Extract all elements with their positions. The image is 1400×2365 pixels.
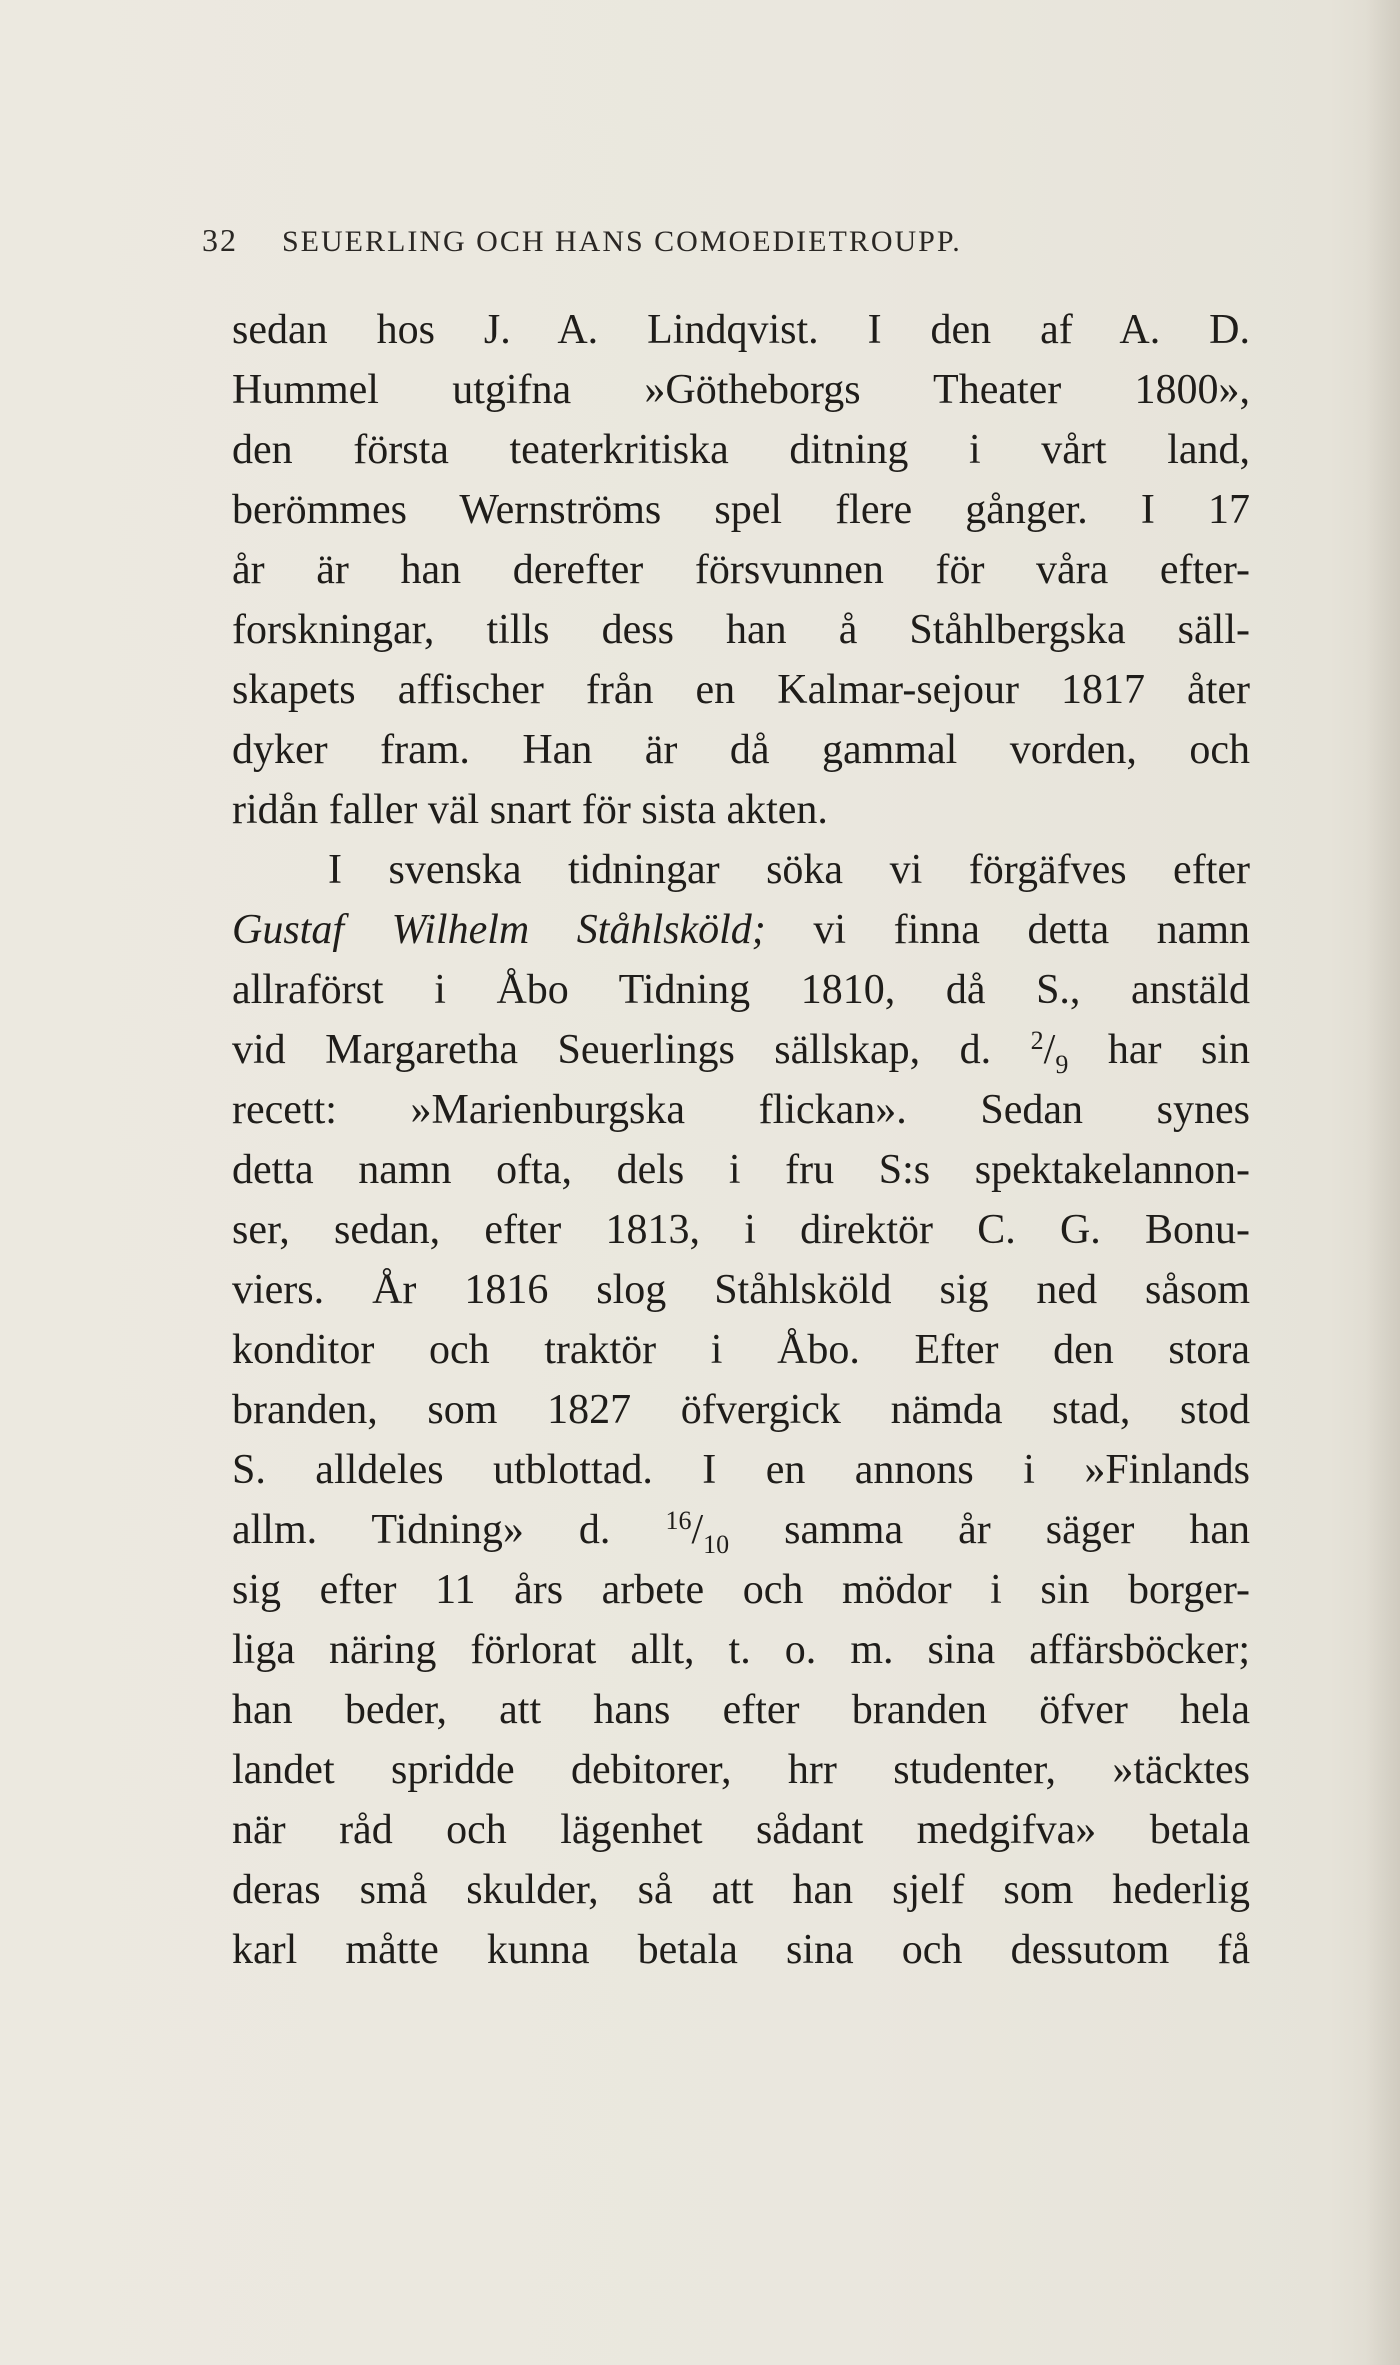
text-line: forskningar, tills dess han å Ståhlbergska säll-: [232, 607, 1250, 653]
fraction-numerator: 2: [1030, 1026, 1044, 1055]
text-line: dyker fram. Han är då gammal vorden, och: [232, 727, 1250, 773]
text-segment: allm. Tidning» d.: [232, 1507, 666, 1553]
body-text: [232, 300, 1250, 1980]
text-line: detta namn ofta, dels i fru S:s spektakelannon-: [232, 1147, 1250, 1193]
text-line: år är han derefter försvunnen för våra efter-: [232, 547, 1250, 593]
text-line: karl måtte kunna betala sina och dessutom få: [232, 1927, 1250, 1973]
text-line: den första teaterkritiska ditning i vårt land,: [232, 427, 1250, 473]
text-segment: vid Margaretha Seuerlings sällskap, d.: [232, 1027, 1031, 1073]
fraction-denominator: 9: [1055, 1050, 1069, 1079]
text-line: skapets affischer från en Kalmar-sejour 1817 åter: [232, 667, 1250, 713]
text-line: [232, 900, 1250, 960]
text-line: S. alldeles utblottad. I en annons i »Finlands: [232, 1447, 1250, 1493]
text-line: landet spridde debitorer, hrr studenter, »täcktes: [232, 1747, 1250, 1793]
text-line: berömmes Wernströms spel flere gånger. I 17: [232, 487, 1250, 533]
paragraph-first-line: I svenska tidningar söka vi förgäfves efter: [328, 847, 1250, 893]
text-segment: vi finna detta namn: [765, 907, 1250, 953]
text-line: ridån faller väl snart för sista akten.: [232, 787, 828, 833]
running-header: [202, 222, 1202, 259]
fraction-numerator: 16: [665, 1506, 692, 1535]
text-line: liga näring förlorat allt, t. o. m. sina affärsböcker;: [232, 1627, 1250, 1673]
text-segment: samma år säger han: [729, 1507, 1250, 1553]
text-line: deras små skulder, så att han sjelf som hederlig: [232, 1867, 1250, 1913]
text-line: allraförst i Åbo Tidning 1810, då S., anstäld: [232, 967, 1250, 1013]
text-line: recett: »Marienburgska flickan». Sedan synes: [232, 1087, 1250, 1133]
fraction-denominator: 10: [703, 1530, 730, 1559]
text-line: allm. Tidning» d. $^{16}/_{10}$ samma år säger han: [232, 1506, 1250, 1559]
text-line: han beder, att hans efter branden öfver hela: [232, 1687, 1250, 1733]
text-line: viers. År 1816 slog Ståhlsköld sig ned såsom: [232, 1267, 1250, 1313]
text-line: branden, som 1827 öfvergick nämda stad, stod: [232, 1387, 1250, 1433]
text-line: konditor och traktör i Åbo. Efter den stora: [232, 1327, 1250, 1373]
text-line: sedan hos J. A. Lindqvist. I den af A. D.: [232, 307, 1250, 353]
page-number: 32: [202, 222, 238, 258]
text-line: sig efter 11 års arbete och mödor i sin borger-: [232, 1567, 1250, 1613]
text-line: Hummel utgifna »Götheborgs Theater 1800»,: [232, 367, 1250, 413]
text-line: när råd och lägenhet sådant medgifva» betala: [232, 1807, 1250, 1853]
text-segment: har sin: [1068, 1027, 1250, 1073]
text-line: ser, sedan, efter 1813, i direktör C. G. Bonu-: [232, 1207, 1250, 1253]
running-title: SEUERLING OCH HANS COMOEDIETROUPP.: [282, 225, 962, 258]
page-edge-shadow: [1366, 0, 1400, 2365]
italic-name: Gustaf Wilhelm Ståhlsköld;: [232, 907, 766, 953]
text-line: vid Margaretha Seuerlings sällskap, d. $^2/_9$ har sin: [232, 1026, 1250, 1079]
